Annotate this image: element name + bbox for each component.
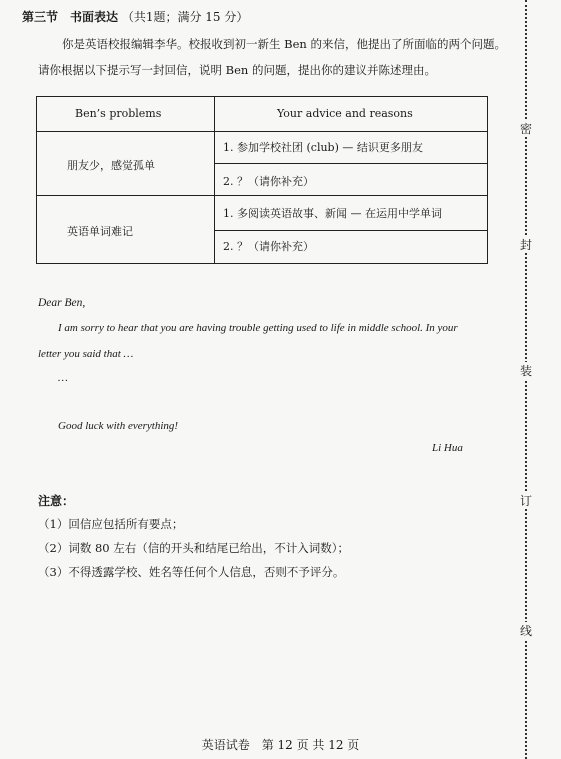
notes-title: 注意：	[38, 494, 75, 508]
table-advice-divider-1	[214, 163, 487, 164]
table-advice-1-2: 2. ？（请你补充）	[223, 175, 314, 188]
table-advice-1-1: 1. 参加学校社团 (club) — 结识更多朋友	[223, 141, 423, 154]
prompt-line-1: 你是英语校报编辑李华。校报收到初一新生 Ben 的来信，他提出了所面临的两个问题。	[62, 37, 506, 51]
table-problem-2: 英语单词难记	[67, 225, 133, 238]
prompt-line-2: 请你根据以下提示写一封回信，说明 Ben 的问题，提出你的建议并陈述理由。	[38, 63, 436, 77]
letter-body-line-2: letter you said that …	[38, 348, 134, 360]
prompt-table	[36, 96, 488, 264]
binding-char-mi: 密	[519, 122, 532, 136]
table-advice-divider-2	[214, 230, 487, 231]
table-column-divider	[214, 97, 215, 263]
section-title-label: 第三节 书面表达	[22, 10, 119, 24]
binding-dotted-line	[525, 0, 527, 759]
note-item-3: （3）不得透露学校、姓名等任何个人信息，否则不予评分。	[38, 565, 345, 579]
note-item-2: （2）词数 80 左右（信的开头和结尾已给出，不计入词数）；	[38, 541, 350, 555]
binding-char-xian: 线	[519, 624, 532, 638]
table-problem-1: 朋友少，感觉孤单	[67, 159, 155, 172]
page-footer: 英语试卷 第 12 页 共 12 页	[201, 738, 360, 752]
binding-char-zhuang: 装	[519, 364, 532, 378]
letter-body-line-1: I am sorry to hear that you are having trouble getting used to life in middle school. In your	[58, 322, 458, 334]
letter-greeting: Dear Ben,	[38, 297, 86, 309]
binding-char-feng: 封	[519, 238, 532, 252]
table-header-advice: Your advice and reasons	[277, 107, 413, 120]
table-header-divider	[37, 131, 487, 132]
table-header-problems: Ben’s problems	[75, 107, 162, 120]
table-row-divider	[37, 195, 487, 196]
section-title-meta: （共1题；满分 15 分）	[121, 10, 249, 24]
section-title	[22, 8, 248, 25]
letter-ellipsis: …	[58, 372, 68, 384]
table-advice-2-1: 1. 多阅读英语故事、新闻 — 在运用中学单词	[223, 207, 442, 220]
binding-char-ding: 订	[519, 494, 532, 508]
letter-closing: Good luck with everything!	[58, 420, 179, 432]
letter-signature: Li Hua	[432, 442, 463, 454]
note-item-1: （1）回信应包括所有要点；	[38, 517, 184, 531]
table-advice-2-2: 2. ？（请你补充）	[223, 240, 314, 253]
